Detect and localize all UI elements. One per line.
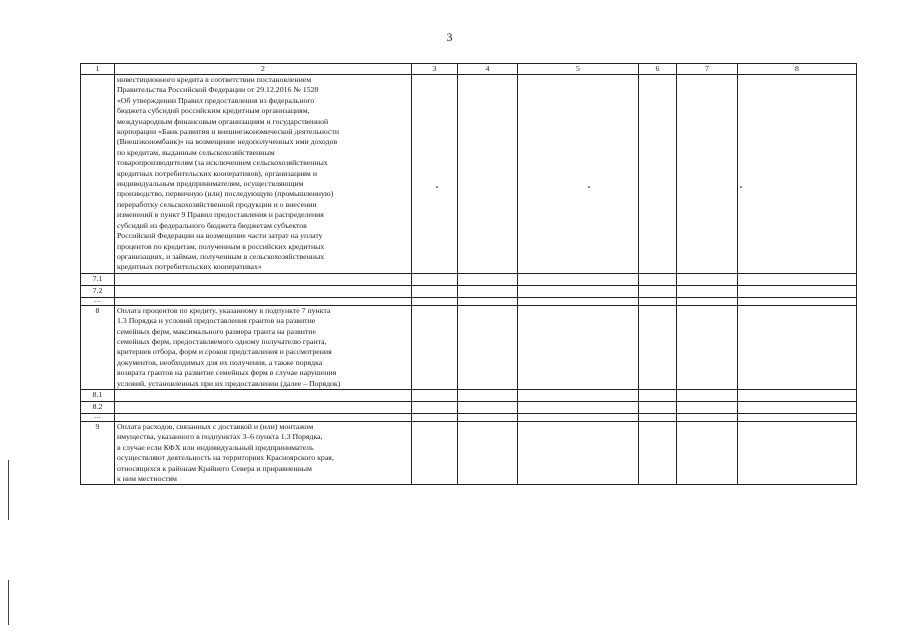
row-description — [115, 401, 412, 413]
table-cell — [738, 297, 857, 305]
table-cell — [518, 297, 639, 305]
table-cell — [518, 273, 639, 285]
table-cell — [677, 273, 738, 285]
table-cell — [412, 273, 458, 285]
row-description: Оплата процентов по кредиту, указанному в подпункте 7 пункта 1.3 Порядка и условий предоставления грантов на развитие семейных ферм, максимального размера гранта на развитие семейных ферм, предоставляемого одному получателю гранта, критериев отбора, форм и сроков представления и рассмотрения документов, необходимых для их получения, а также порядка возврата грантов на развитие семейных ферм в случае нарушения условий, установленных при их предоставлении (далее – Порядок) — [115, 305, 412, 389]
row-number: 7.1 — [81, 273, 115, 285]
table-cell — [518, 401, 639, 413]
row-description — [115, 297, 412, 305]
table-row — [81, 75, 857, 274]
table-row — [81, 285, 857, 297]
table-cell — [458, 305, 518, 389]
table-header-row — [81, 64, 857, 75]
row-description — [115, 413, 412, 421]
table-cell — [458, 413, 518, 421]
table-cell — [639, 421, 677, 484]
table-cell — [639, 401, 677, 413]
row-number: 7.2 — [81, 285, 115, 297]
table-row — [81, 413, 857, 421]
column-header: 1 — [81, 64, 115, 75]
row-description: инвестиционного кредита в соответствии постановлением Правительства Российской Федерации от 29.12.2016 № 1528 «Об утверждении Правил предоставления из федерального бюджета субсидий российским кредитным организациям, международным финансовым организациям и государственной корпорации «Банк развития и внешнеэкономической деятельности (Внешэкономбанк)» на возмещение недополученных ими доходов по кредитам, выданным сельскохозяйственным товаропроизводителям (за исключением сельскохозяйственных кредитных потребительских кооперативов), организациям и индивидуальным предпринимателям, осуществляющим производство, первичную (или) последующую (промышленную) переработку сельскохозяйственной продукции и о внесении изменений в пункт 9 Правил предоставления и распределения субсидий из федерального бюджета бюджетам субъектов Российской Федерации на возмещение части затрат на уплату процентов по кредитам, полученным в российских кредитных организациях, и займам, полученным в сельскохозяйственных кредитных потребительских кооперативах» — [115, 75, 412, 274]
table-cell — [639, 285, 677, 297]
table-cell — [518, 305, 639, 389]
row-description — [115, 273, 412, 285]
table-cell — [677, 413, 738, 421]
table-cell — [639, 389, 677, 401]
table-row — [81, 305, 857, 389]
scan-edge-mark — [8, 460, 9, 520]
table-row — [81, 401, 857, 413]
row-number: 9 — [81, 421, 115, 484]
table-cell — [458, 421, 518, 484]
table-row — [81, 297, 857, 305]
table-cell — [518, 389, 639, 401]
table-cell — [639, 413, 677, 421]
table-cell — [677, 285, 738, 297]
table-cell — [738, 273, 857, 285]
row-number: … — [81, 413, 115, 421]
table-cell — [412, 421, 458, 484]
table-cell — [412, 389, 458, 401]
table-cell — [677, 297, 738, 305]
row-number — [81, 75, 115, 274]
table-row — [81, 421, 857, 484]
column-header: 4 — [458, 64, 518, 75]
column-header: 6 — [639, 64, 677, 75]
table-cell — [518, 285, 639, 297]
document-table — [80, 63, 857, 485]
table-cell — [458, 75, 518, 274]
table-cell — [518, 413, 639, 421]
table-cell — [458, 401, 518, 413]
row-description: Оплата расходов, связанных с доставкой и (или) монтажом имущества, указанного в подпунктах 3–6 пункта 1.3 Порядка, в случае если КФХ или индивидуальный предприниматель осуществляют деятельность на территориях Красноярского края, относящихся к районам Крайнего Севера и приравненным к ним местностям — [115, 421, 412, 484]
table-cell — [738, 421, 857, 484]
table-cell — [677, 389, 738, 401]
table-cell — [677, 421, 738, 484]
table-cell — [639, 75, 677, 274]
table-cell — [738, 305, 857, 389]
column-header: 3 — [412, 64, 458, 75]
table-cell — [458, 389, 518, 401]
row-number: … — [81, 297, 115, 305]
table-cell — [412, 75, 458, 274]
column-header: 2 — [115, 64, 412, 75]
table-row — [81, 389, 857, 401]
table-cell — [677, 75, 738, 274]
table-cell — [412, 285, 458, 297]
table-cell — [412, 305, 458, 389]
table-cell — [518, 75, 639, 274]
column-header: 7 — [677, 64, 738, 75]
scan-speck — [588, 186, 590, 188]
table-cell — [677, 305, 738, 389]
column-header: 5 — [518, 64, 639, 75]
scan-speck — [436, 186, 438, 188]
table-cell — [738, 285, 857, 297]
table-cell — [518, 421, 639, 484]
column-header: 8 — [738, 64, 857, 75]
row-number: 8.1 — [81, 389, 115, 401]
table-cell — [738, 401, 857, 413]
table-cell — [639, 297, 677, 305]
table-cell — [458, 285, 518, 297]
table-cell — [738, 389, 857, 401]
page-number: 3 — [446, 30, 453, 44]
scan-speck — [740, 186, 742, 188]
table-cell — [677, 401, 738, 413]
table-cell — [458, 273, 518, 285]
table-row — [81, 273, 857, 285]
table-cell — [412, 413, 458, 421]
table-cell — [412, 401, 458, 413]
table-cell — [412, 297, 458, 305]
table-cell — [738, 413, 857, 421]
table-cell — [458, 297, 518, 305]
row-number: 8.2 — [81, 401, 115, 413]
scan-edge-mark — [8, 580, 9, 625]
table-cell — [738, 75, 857, 274]
row-description — [115, 285, 412, 297]
table-cell — [639, 305, 677, 389]
row-number: 8 — [81, 305, 115, 389]
table-cell — [639, 273, 677, 285]
row-description — [115, 389, 412, 401]
